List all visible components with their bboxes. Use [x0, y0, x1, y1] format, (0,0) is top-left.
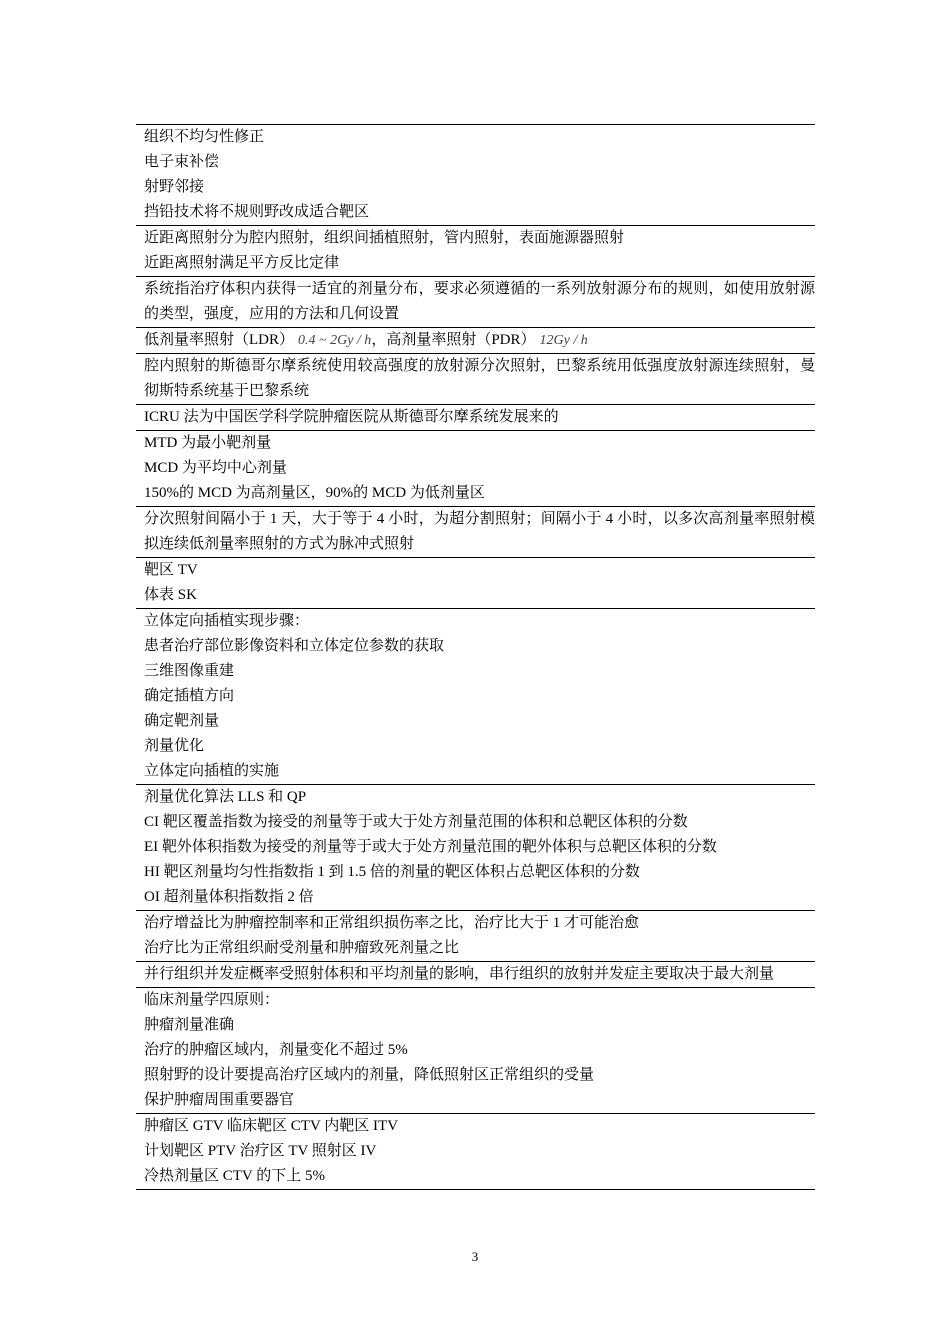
- note-line: 系统指治疗体积内获得一适宜的剂量分布，要求必须遵循的一系列放射源分布的规则，如使用放射源的类型，强度，应用的方法和几何设置: [144, 281, 815, 322]
- note-line: ICRU 法为中国医学科学院肿瘤医院从斯德哥尔摩系统发展来的: [144, 409, 559, 425]
- note-line: 确定靶剂量: [144, 713, 220, 729]
- note-line: 立体定向插植实现步骤：: [144, 613, 310, 629]
- note-block: [136, 557, 815, 608]
- note-block: [136, 353, 815, 404]
- note-line: 肿瘤区 GTV 临床靶区 CTV 内靶区 ITV: [144, 1118, 399, 1134]
- note-line: 三维图像重建: [144, 663, 235, 679]
- note-line: 确定插植方向: [144, 688, 235, 704]
- note-line: 肿瘤剂量准确: [144, 1017, 235, 1033]
- note-block: [136, 961, 815, 987]
- note-line: 靶区 TV: [144, 562, 198, 578]
- note-line: 电子束补偿: [144, 154, 220, 170]
- note-block: [136, 225, 815, 276]
- note-block: [136, 404, 815, 430]
- note-line: 照射野的设计要提高治疗区域内的剂量，降低照射区正常组织的受量: [144, 1067, 595, 1083]
- note-block: [136, 987, 815, 1113]
- note-line: 立体定向插植的实施: [144, 763, 280, 779]
- note-block: [136, 608, 815, 784]
- note-block: [136, 327, 815, 353]
- note-line: 分次照射间隔小于 1 天，大于等于 4 小时，为超分割照射；间隔小于 4 小时，以多次高剂量率照射模拟连续低剂量率照射的方式为脉冲式照射: [144, 511, 815, 552]
- note-line: 剂量优化: [144, 738, 205, 754]
- document-body: [136, 124, 815, 1190]
- note-line: 患者治疗部位影像资料和立体定位参数的获取: [144, 638, 445, 654]
- separator: ，: [371, 332, 387, 348]
- note-line: 组织不均匀性修正: [144, 129, 265, 145]
- note-line: 保护肿瘤周围重要器官: [144, 1092, 295, 1108]
- note-line: 治疗比为正常组织耐受剂量和肿瘤致死剂量之比: [144, 940, 460, 956]
- note-line: 近距离照射满足平方反比定律: [144, 255, 340, 271]
- note-line: EI 靶外体积指数为接受的剂量等于或大于处方剂量范围的靶外体积与总靶区体积的分数: [144, 839, 717, 855]
- note-line: 腔内照射的斯德哥尔摩系统使用较高强度的放射源分次照射，巴黎系统用低强度放射源连续照射，曼彻斯特系统基于巴黎系统: [144, 358, 815, 399]
- note-block: [136, 1113, 815, 1190]
- note-line: 射野邻接: [144, 179, 205, 195]
- note-line: 剂量优化算法 LLS 和 QP: [144, 789, 307, 805]
- hdr-value: 12Gy / h: [539, 333, 588, 348]
- note-line: 150%的 MCD 为高剂量区，90%的 MCD 为低剂量区: [144, 485, 485, 501]
- note-line: OI 超剂量体积指数指 2 倍: [144, 889, 314, 905]
- page-number: 3: [471, 1249, 479, 1264]
- note-block: [136, 910, 815, 961]
- ldr-value: 0.4 ~ 2Gy / h: [298, 333, 372, 348]
- note-line: 挡铅技术将不规则野改成适合靶区: [144, 204, 370, 220]
- note-line: 近距离照射分为腔内照射，组织间插植照射，管内照射，表面施源器照射: [144, 230, 625, 246]
- hdr-label: 高剂量率照射（PDR）: [386, 332, 536, 348]
- ldr-label: 低剂量率照射（LDR）: [144, 332, 295, 348]
- note-block: [136, 784, 815, 910]
- note-line: 冷热剂量区 CTV 的下上 5%: [144, 1168, 325, 1184]
- note-line: 并行组织并发症概率受照射体积和平均剂量的影响，串行组织的放射并发症主要取决于最大剂量: [144, 966, 775, 982]
- note-line: 治疗的肿瘤区域内，剂量变化不超过 5%: [144, 1042, 408, 1058]
- dose-rate-line: [136, 328, 815, 353]
- note-line: CI 靶区覆盖指数为接受的剂量等于或大于处方剂量范围的体积和总靶区体积的分数: [144, 814, 688, 830]
- note-line: 临床剂量学四原则：: [144, 992, 280, 1008]
- note-line: 体表 SK: [144, 587, 197, 603]
- note-block: [136, 124, 815, 225]
- note-line: 治疗增益比为肿瘤控制率和正常组织损伤率之比，治疗比大于 1 才可能治愈: [144, 915, 640, 931]
- note-line: HI 靶区剂量均匀性指数指 1 到 1.5 倍的剂量的靶区体积占总靶区体积的分数: [144, 864, 640, 880]
- note-line: MCD 为平均中心剂量: [144, 460, 287, 476]
- note-block: [136, 506, 815, 557]
- note-line: 计划靶区 PTV 治疗区 TV 照射区 IV: [144, 1143, 377, 1159]
- note-line: MTD 为最小靶剂量: [144, 435, 272, 451]
- note-block: [136, 430, 815, 506]
- note-block: [136, 276, 815, 327]
